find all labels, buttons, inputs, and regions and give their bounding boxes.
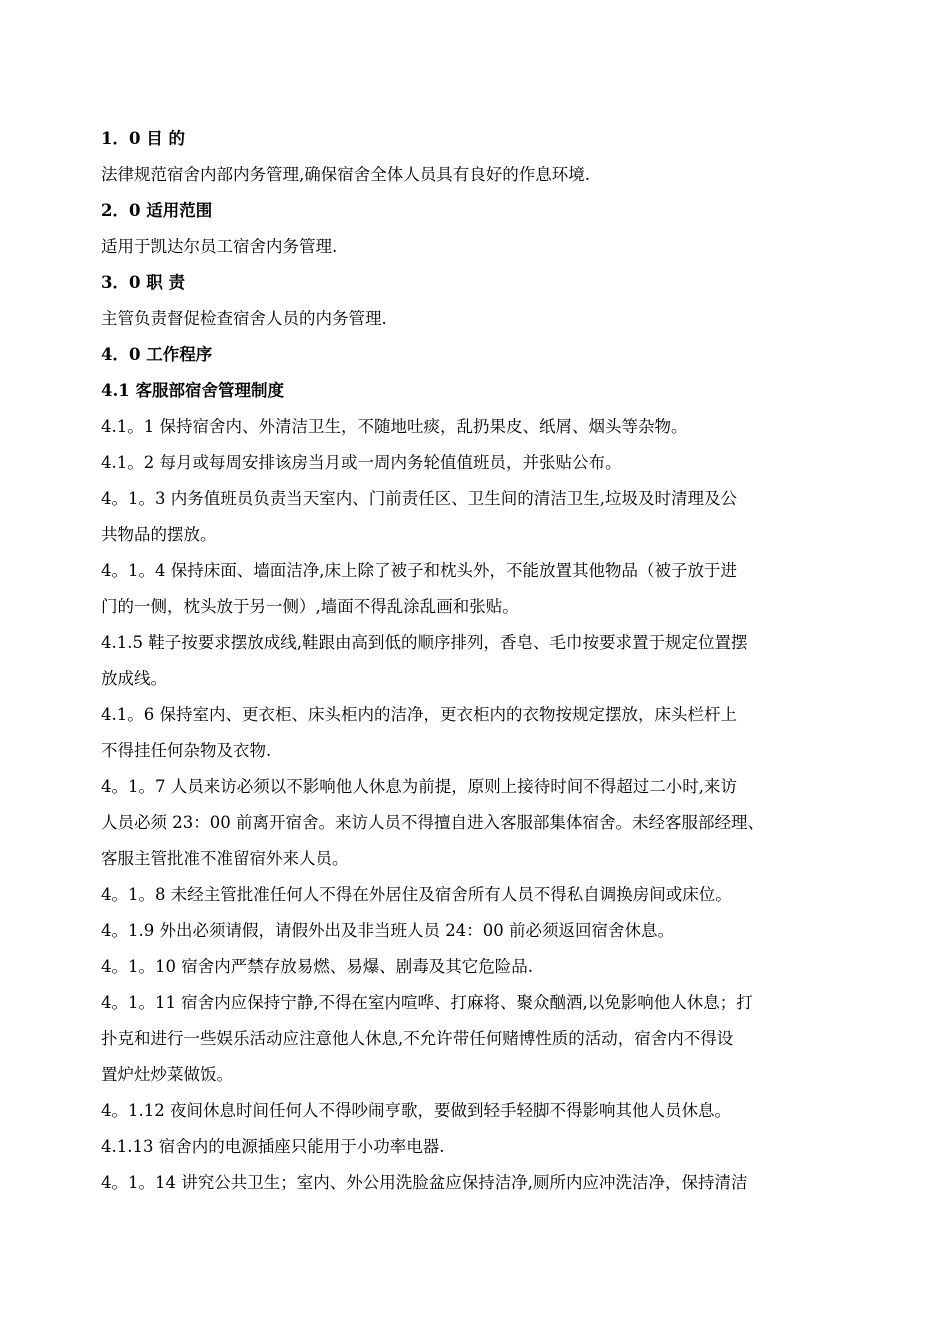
rule-line: 4。1。7 人员来访必须以不影响他人休息为前提，原则上接待时间不得超过二小时,来访	[101, 777, 737, 796]
paragraph-responsibility: 主管负责督促检查宿舍人员的内务管理.	[101, 309, 387, 328]
rule-line: 4。1.12 夜间休息时间任何人不得吵闹亨歌，要做到轻手轻脚不得影响其他人员休息。	[101, 1101, 731, 1120]
rule-line: 4.1。1 保持宿舍内、外清洁卫生，不随地吐痰，乱扔果皮、纸屑、烟头等杂物。	[101, 417, 688, 436]
rule-line: 4。1.9 外出必须请假，请假外出及非当班人员 24：00 前必须返回宿舍休息。	[101, 921, 674, 940]
subsection-heading-dormitory-rules: 4.1 客服部宿舍管理制度	[101, 381, 284, 400]
rule-line: 4。1。8 未经主管批准任何人不得在外居住及宿舍所有人员不得私自调换房间或床位。	[101, 885, 732, 904]
rule-line: 4。1。14 讲究公共卫生；室内、外公用洗脸盆应保持洁净,厕所内应冲洗洁净，保持清洁	[101, 1173, 748, 1192]
rule-line: 置炉灶炒菜做饭。	[101, 1065, 233, 1084]
section-heading-procedure: 4．0 工作程序	[101, 345, 213, 364]
document-page	[101, 121, 853, 1201]
rule-line: 4。1。3 内务值班员负责当天室内、门前责任区、卫生间的清洁卫生,垃圾及时清理及公	[101, 489, 737, 508]
rule-line: 4.1.5 鞋子按要求摆放成线,鞋跟由高到低的顺序排列，香皂、毛巾按要求置于规定位置摆	[101, 633, 748, 652]
section-heading-scope: 2．0 适用范围	[101, 201, 213, 220]
paragraph-purpose: 法律规范宿舍内部内务管理,确保宿舍全体人员具有良好的作息环境.	[101, 165, 590, 184]
rule-line: 4。1。10 宿舍内严禁存放易燃、易爆、剧毒及其它危险品.	[101, 957, 533, 976]
rule-line: 共物品的摆放。	[101, 525, 217, 544]
rule-line: 4.1。6 保持室内、更衣柜、床头柜内的洁净，更衣柜内的衣物按规定摆放，床头栏杆上	[101, 705, 737, 724]
rule-line: 放成线。	[101, 669, 167, 688]
rule-line: 不得挂任何杂物及衣物.	[101, 741, 272, 760]
rule-line: 4.1.13 宿舍内的电源插座只能用于小功率电器.	[101, 1137, 445, 1156]
section-heading-purpose: 1．0 目 的	[101, 129, 185, 148]
rule-line: 扑克和进行一些娱乐活动应注意他人休息,不允许带任何赌博性质的活动，宿舍内不得设	[101, 1029, 734, 1048]
rule-line: 4。1。11 宿舍内应保持宁静,不得在室内喧哗、打麻将、聚众酗酒,以免影响他人休息；打	[101, 993, 753, 1012]
rule-line: 客服主管批准不准留宿外来人员。	[101, 849, 349, 868]
rule-line: 门的一侧，枕头放于另一侧）,墙面不得乱涂乱画和张贴。	[101, 597, 519, 616]
section-heading-responsibility: 3．0 职 责	[101, 273, 185, 292]
paragraph-scope: 适用于凯达尔员工宿舍内务管理.	[101, 237, 338, 256]
rule-line: 人员必须 23：00 前离开宿舍。来访人员不得擅自进入客服部集体宿舍。未经客服部经理、	[101, 813, 764, 832]
rule-line: 4.1。2 每月或每周安排该房当月或一周内务轮值值班员，并张贴公布。	[101, 453, 622, 472]
rule-line: 4。1。4 保持床面、墙面洁净,床上除了被子和枕头外，不能放置其他物品（被子放于进	[101, 561, 737, 580]
